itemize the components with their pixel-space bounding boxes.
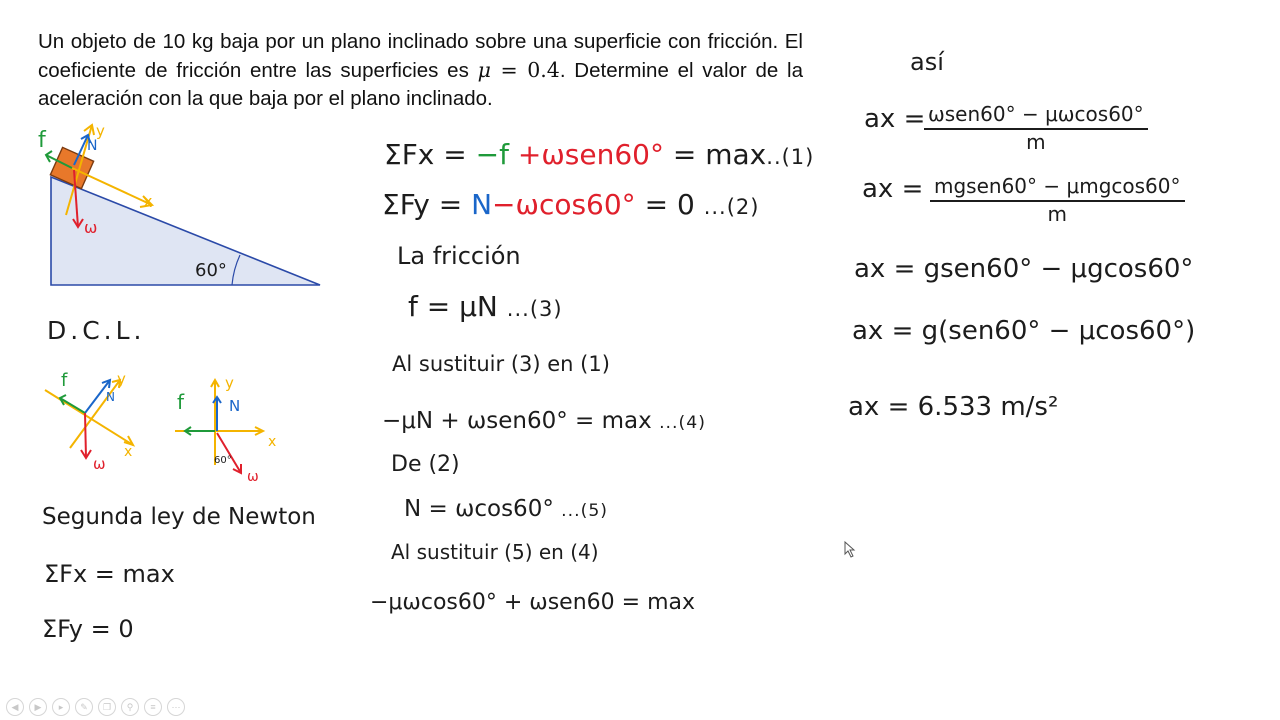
eq2-tag: ...(2)	[703, 195, 760, 219]
eq1-lhs: ΣFx =	[384, 138, 467, 171]
problem-text-1: Un objeto de 10 kg baja por un plano inclinado sobre una superficie con fricción. El coeficiente de fricción entre las superficies es	[38, 30, 803, 82]
equation-4	[382, 408, 706, 434]
eq1-friction: −f	[475, 138, 509, 171]
pen-icon[interactable]: ✎	[75, 698, 93, 716]
problem-statement	[38, 28, 803, 113]
from-eq2: De (2)	[391, 452, 460, 477]
asi-label: así	[910, 48, 944, 76]
fbd1-w: ω	[93, 455, 106, 473]
forward-icon[interactable]: ▶	[29, 698, 47, 716]
label-f: f	[38, 128, 46, 153]
fbd1-f: f	[61, 370, 68, 391]
eq1-weight: +ωsen60°	[517, 138, 664, 171]
more-icon[interactable]: ⋯	[167, 698, 185, 716]
label-y: y	[96, 122, 105, 140]
presentation-toolbar	[6, 698, 185, 716]
ax1-denominator: m	[1026, 130, 1046, 154]
label-w: ω	[84, 218, 98, 237]
ax2-denominator: m	[1047, 202, 1067, 226]
back-icon[interactable]: ◀	[6, 698, 24, 716]
fbd2-y: y	[225, 374, 234, 392]
ax2-numerator: mgsen60° − μmgcos60°	[930, 174, 1185, 202]
zoom-icon[interactable]: ⚲	[121, 698, 139, 716]
eq4-tag: ...(4)	[659, 413, 706, 433]
angle-label: 60°	[195, 260, 227, 281]
play-icon[interactable]: ▸	[52, 698, 70, 716]
fbd2-N: N	[229, 397, 241, 415]
sum-fx-equation: ΣFx = max	[44, 560, 175, 588]
copy-icon[interactable]: ❐	[98, 698, 116, 716]
ax1-fraction	[924, 102, 1148, 154]
eq3-tag: ...(3)	[506, 297, 563, 321]
equation-6: −μωcos60° + ωsen60 = max	[370, 590, 695, 615]
substitution-1: Al sustituir (3) en (1)	[392, 352, 610, 376]
dcl-label: D.C.L.	[47, 316, 146, 345]
label-x: x	[143, 192, 153, 211]
eq1-rhs: = max	[672, 138, 767, 171]
eq2-lhs: ΣFy =	[382, 188, 463, 221]
eq5-tag: ...(5)	[561, 501, 609, 521]
substitution-2: Al sustituir (5) en (4)	[391, 540, 599, 564]
friction-title: La fricción	[397, 242, 521, 270]
ax1-lhs: ax =	[864, 104, 926, 134]
equation-2	[382, 188, 759, 221]
mouse-cursor-icon	[845, 542, 857, 558]
ax1-numerator: ωsen60° − μωcos60°	[924, 102, 1148, 130]
fbd1-y: y	[117, 370, 126, 388]
eq5-body: N = ωcos60°	[404, 496, 554, 522]
eq2-normal: N	[471, 188, 493, 221]
ax2-lhs: ax =	[862, 174, 924, 204]
fbd2-angle: 60°	[214, 455, 232, 466]
ax3-equation: ax = gsen60° − μgcos60°	[854, 254, 1194, 284]
ax-result: ax = 6.533 m/s²	[848, 392, 1059, 422]
eq2-weight: −ωcos60°	[492, 188, 636, 221]
fbd2-f: f	[177, 390, 185, 414]
fbd1-N: N	[106, 390, 115, 404]
mu-symbol: μ	[477, 58, 491, 82]
ax4-equation: ax = g(sen60° − μcos60°)	[852, 316, 1196, 346]
eq3-body: f = μN	[408, 290, 498, 323]
problem-text-2: . Determine el valor de la aceleración con la que baja por el plano inclinado.	[38, 59, 804, 110]
newton-title: Segunda ley de Newton	[42, 504, 316, 530]
sum-fy-equation: ΣFy = 0	[42, 615, 134, 643]
eq2-rhs: = 0	[644, 188, 695, 221]
eq1-tag: ..(1)	[766, 145, 815, 169]
ax2-fraction	[930, 174, 1185, 226]
equation-5	[404, 496, 608, 522]
eq4-body: −μN + ωsen60° = max	[382, 408, 652, 434]
mu-value: = 0.4	[490, 58, 560, 82]
fbd2-w: ω	[247, 469, 259, 485]
label-N: N	[87, 138, 98, 154]
equation-3	[408, 290, 563, 323]
equation-1	[384, 138, 814, 171]
fbd2-x: x	[268, 434, 277, 450]
fbd1-x: x	[124, 444, 133, 460]
menu-icon[interactable]: ≡	[144, 698, 162, 716]
inclined-plane-diagram	[0, 115, 340, 315]
